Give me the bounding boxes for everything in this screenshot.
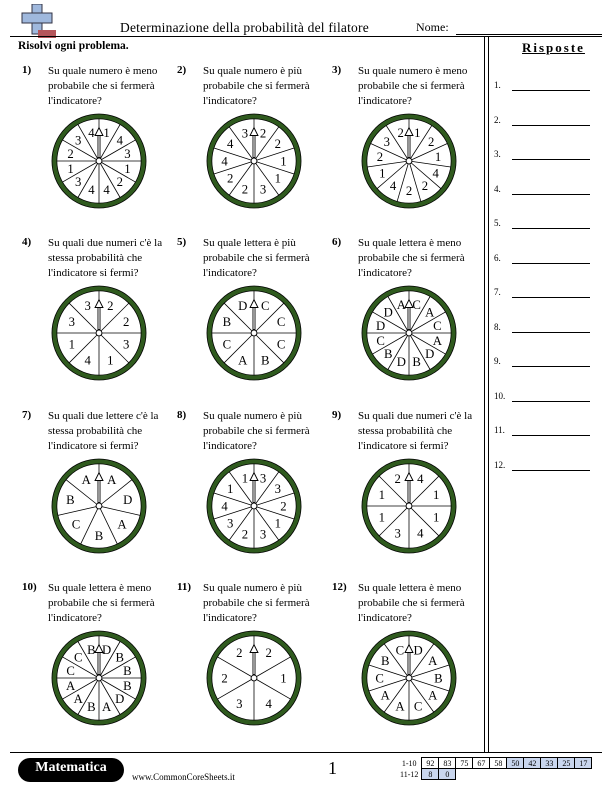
spinner-label: 4 [432,166,439,181]
problem-number: 9) [332,409,342,421]
answer-number: 9. [494,356,501,366]
spinner-label: C [376,334,385,349]
spinner-label: 4 [389,179,397,194]
spinner-label: 3 [236,696,243,711]
answer-number: 6. [494,252,501,263]
spinner-label: 3 [124,146,131,161]
answer-row [494,354,604,370]
spinner-label: 3 [75,175,82,190]
problem [177,64,327,234]
spinner-label: 1 [241,471,249,486]
spinner [205,284,303,382]
spinner-hub [96,330,102,336]
answer-blank[interactable] [512,470,590,471]
spinner-label: D [413,643,423,658]
spinner-label: 3 [383,135,390,150]
spinner-label: C [71,517,81,532]
problem-number: 12) [332,581,347,593]
spinner-label: A [102,699,112,714]
spinner-label: 2 [421,179,429,194]
spinner-label: 4 [221,499,228,514]
spinner [205,457,303,555]
answer-number: 5. [494,218,501,228]
score-cell: 83 [439,758,456,769]
spinner-label: 1 [124,162,131,177]
problem [177,409,327,579]
score-cell: 50 [507,758,524,769]
spinner-label: 4 [103,182,110,197]
spinner-label: C [66,663,75,678]
spinner-label: 4 [417,472,424,487]
problem [332,581,482,751]
spinner-hub [251,330,257,336]
spinner-hub [251,675,257,681]
spinner-label: 3 [274,482,281,497]
answer-blank[interactable] [512,435,590,436]
spinner-label: 1 [432,510,440,525]
spinner-label: 2 [274,137,281,152]
answer-blank[interactable] [512,90,590,91]
answer-number: 4. [494,183,501,194]
spinner-label: 3 [259,527,267,542]
answer-row [494,216,604,232]
answer-row [494,251,604,267]
problem-text: Su quale lettera è meno probabile che si fermerà l'indicatore? [358,237,465,279]
spinner [205,112,303,210]
spinner-label: 4 [221,154,228,169]
spinner-label: A [428,654,438,669]
problem-number: 6) [332,236,342,248]
answer-row [494,147,604,163]
spinner-label: B [383,347,393,362]
spinner-label: 1 [434,150,442,165]
spinner-label: A [396,298,406,313]
spinner-label: D [375,318,386,333]
spinner-label: 3 [394,526,401,541]
spinner-label: 3 [122,337,130,352]
spinner-label: 4 [88,126,95,141]
spinner-label: B [123,679,132,694]
problem [332,64,482,234]
spinner-label: B [87,643,96,658]
problem-number: 1) [22,64,32,76]
name-field[interactable] [456,34,602,35]
spinner-label: 1 [280,671,287,686]
spinner-label: 2 [107,299,114,314]
problem-text: Su quale numero è più probabile che si fermerà l'indicatore? [203,65,310,107]
spinner-label: A [395,699,405,714]
answer-row [494,320,604,336]
spinner-label: 2 [405,183,413,198]
spinner-label: B [87,699,96,714]
spinner-label: 1 [274,516,281,531]
spinner-label: C [276,315,286,330]
spinner-hub [406,330,412,336]
spinner [360,112,458,210]
score-cell: 8 [422,769,439,780]
spinner-hub [251,158,257,164]
answer-blank[interactable] [512,159,590,160]
problem-text: Su quale lettera è meno probabile che si fermerà l'indicatore? [48,582,155,624]
spinner-label: B [222,315,232,330]
spinner [50,457,148,555]
answer-row [494,458,604,474]
instructions: Risolvi ogni problema. [18,40,129,52]
spinner-label: A [107,472,117,487]
spinner-hub [251,503,257,509]
spinner-label: C [276,337,286,352]
answer-number: 2. [494,114,501,125]
answer-number: 11. [494,425,505,435]
site-url: www.CommonCoreSheets.it [132,772,235,782]
spinner-label: C [395,643,405,658]
spinner-label: B [94,528,104,543]
problem [177,236,327,406]
score-cell: 67 [473,758,490,769]
spinner-label: A [380,688,390,703]
spinner-hub [96,503,102,509]
spinner-label: D [425,347,435,362]
spinner-label: D [102,643,112,658]
answer-blank[interactable] [512,401,590,402]
problem-text: Su quale numero è più probabile che si fermerà l'indicatore? [203,410,310,452]
spinner-label: D [115,692,125,707]
problem-text: Su quale numero è meno probabile che si fermerà l'indicatore? [48,65,158,107]
spinner-label: C [73,650,83,665]
spinner [50,284,148,382]
answer-number: 7. [494,287,501,297]
spinner-label: 2 [122,315,130,330]
score-cell: 58 [490,758,507,769]
spinner-label: 2 [265,645,272,660]
spinner-label: 1 [107,353,114,368]
spinner-label: 3 [259,182,267,197]
spinner-label: 2 [116,175,123,190]
problem [22,236,172,406]
spinner [50,112,148,210]
score-table [398,757,592,780]
problem [177,581,327,751]
spinner-label: 3 [68,315,76,330]
problem-number: 2) [177,64,187,76]
problem-text: Su quali due lettere c'è la stessa probabilità che l'indicatore si fermi? [48,410,159,452]
spinner-hub [96,158,102,164]
problem-number: 11) [177,581,192,593]
spinner [205,629,303,727]
spinner-label: B [261,353,270,368]
answer-row [494,285,604,301]
spinner-label: B [66,492,75,507]
score-cell: 0 [439,769,456,780]
answer-number: 1. [494,80,501,90]
spinner-label: 1 [378,510,386,525]
spinner-label: C [375,671,384,686]
spinner-hub [406,675,412,681]
spinner-label: 4 [84,353,91,368]
spinner-label: C [412,298,421,313]
score-range: 1-10 [401,758,417,768]
spinner-label: A [117,517,127,532]
answer-number: 3. [494,149,501,159]
answer-blank[interactable] [512,263,590,264]
spinner-label: 3 [227,516,234,531]
problem-number: 4) [22,236,32,248]
name-label: Nome: [416,20,449,34]
spinner-label: 4 [116,133,123,148]
spinner-label: 1 [67,162,74,177]
answer-row [494,182,604,198]
answer-number: 8. [494,321,501,332]
answer-number: 12. [494,459,506,470]
score-cell: 75 [456,758,473,769]
spinner-label: 2 [241,182,249,197]
problem-text: Su quali due numeri c'è la stessa probabilità che l'indicatore si fermi? [48,237,163,279]
brand-label: Matematica [35,760,107,775]
score-row [398,758,592,769]
score-cell: 92 [422,758,439,769]
spinner-label: 1 [103,126,110,141]
column-divider [484,36,485,752]
spinner-label: C [261,299,270,314]
spinner-label: 2 [221,671,228,686]
problem [22,64,172,234]
spinner-label: 2 [397,126,404,141]
spinner-label: A [428,688,438,703]
answer-blank[interactable] [512,366,590,367]
footer-divider [10,752,602,753]
spinner-label: 2 [241,527,249,542]
answer-blank[interactable] [512,194,590,195]
spinner-label: 2 [376,150,384,165]
spinner-label: 1 [379,166,386,181]
spinner-label: 3 [241,126,249,141]
problem-number: 8) [177,409,187,421]
plus-logo-icon [20,4,56,38]
problem [22,409,172,579]
answer-row [494,389,604,405]
spinner-label: B [123,663,132,678]
problem-text: Su quale numero è meno probabile che si fermerà l'indicatore? [358,65,468,107]
problem-text: Su quale numero è più probabile che si fermerà l'indicatore? [203,582,310,624]
spinner-label: C [433,318,442,333]
column-divider [488,36,489,752]
spinner-label: 2 [394,472,401,487]
problem-number: 10) [22,581,37,593]
spinner-label: B [380,654,390,669]
spinner-hub [96,675,102,681]
spinner-label: 3 [259,471,267,486]
score-range: 11-12 [400,769,419,779]
spinner-label: C [413,699,423,714]
score-cell: 25 [558,758,575,769]
problem-text: Su quale lettera è meno probabile che si fermerà l'indicatore? [358,582,465,624]
page-number: 1 [328,758,337,778]
answer-number: 10. [494,390,506,401]
answer-row [494,78,604,94]
spinner-label: A [73,692,83,707]
spinner [360,284,458,382]
spinner-label: D [383,305,393,320]
score-cell: 42 [524,758,541,769]
spinner [50,629,148,727]
spinner-label: D [123,492,133,507]
score-cell: 17 [575,758,592,769]
problem-text: Su quali due numeri c'è la stessa probabilità che l'indicatore si fermi? [358,410,473,452]
spinner-label: 2 [428,135,435,150]
spinner-label: 2 [259,126,267,141]
spinner-label: 2 [227,171,234,186]
problem-number: 3) [332,64,342,76]
page-title: Determinazione della probabilità del filatore [120,20,369,35]
spinner-label: A [425,305,435,320]
spinner-label: 1 [414,126,421,141]
answer-blank[interactable] [512,125,590,126]
problem-number: 5) [177,236,187,248]
spinner-label: D [238,299,248,314]
spinner-label: A [432,334,443,349]
spinner-label: 3 [75,133,82,148]
spinner-label: B [115,650,125,665]
spinner [360,629,458,727]
spinner-label: 1 [432,488,440,503]
answer-row [494,113,604,129]
spinner-hub [406,158,412,164]
spinner-label: 4 [88,182,95,197]
answer-row [494,423,604,439]
answer-blank[interactable] [512,297,590,298]
spinner-label: 1 [274,171,281,186]
spinner-label: 1 [280,154,287,169]
spinner-label: 2 [67,146,74,161]
spinner-hub [406,503,412,509]
answers-title: Risposte [522,40,585,55]
problem [332,236,482,406]
spinner-label: B [434,671,443,686]
problem [332,409,482,579]
header-divider [10,36,602,37]
spinner-label: 1 [227,482,234,497]
spinner-label: 2 [236,645,243,660]
score-cell: 33 [541,758,558,769]
spinner-label: 3 [84,299,91,314]
problem [22,581,172,751]
spinner-label: A [65,679,76,694]
spinner-label: 4 [417,526,424,541]
problem-text: Su quale lettera è più probabile che si fermerà l'indicatore? [203,237,310,279]
spinner-label: 1 [68,337,76,352]
spinner-label: D [396,354,406,369]
spinner-label: 4 [265,696,272,711]
answer-blank[interactable] [512,228,590,229]
spinner-label: B [412,354,421,369]
spinner [360,457,458,555]
score-row [398,769,592,780]
spinner-label: A [238,353,248,368]
spinner-label: C [222,337,232,352]
spinner-label: 4 [227,137,234,152]
answer-blank[interactable] [512,332,590,333]
spinner-label: 2 [280,499,287,514]
spinner-label: 1 [378,488,386,503]
spinner-label: A [81,472,91,487]
problem-number: 7) [22,409,32,421]
